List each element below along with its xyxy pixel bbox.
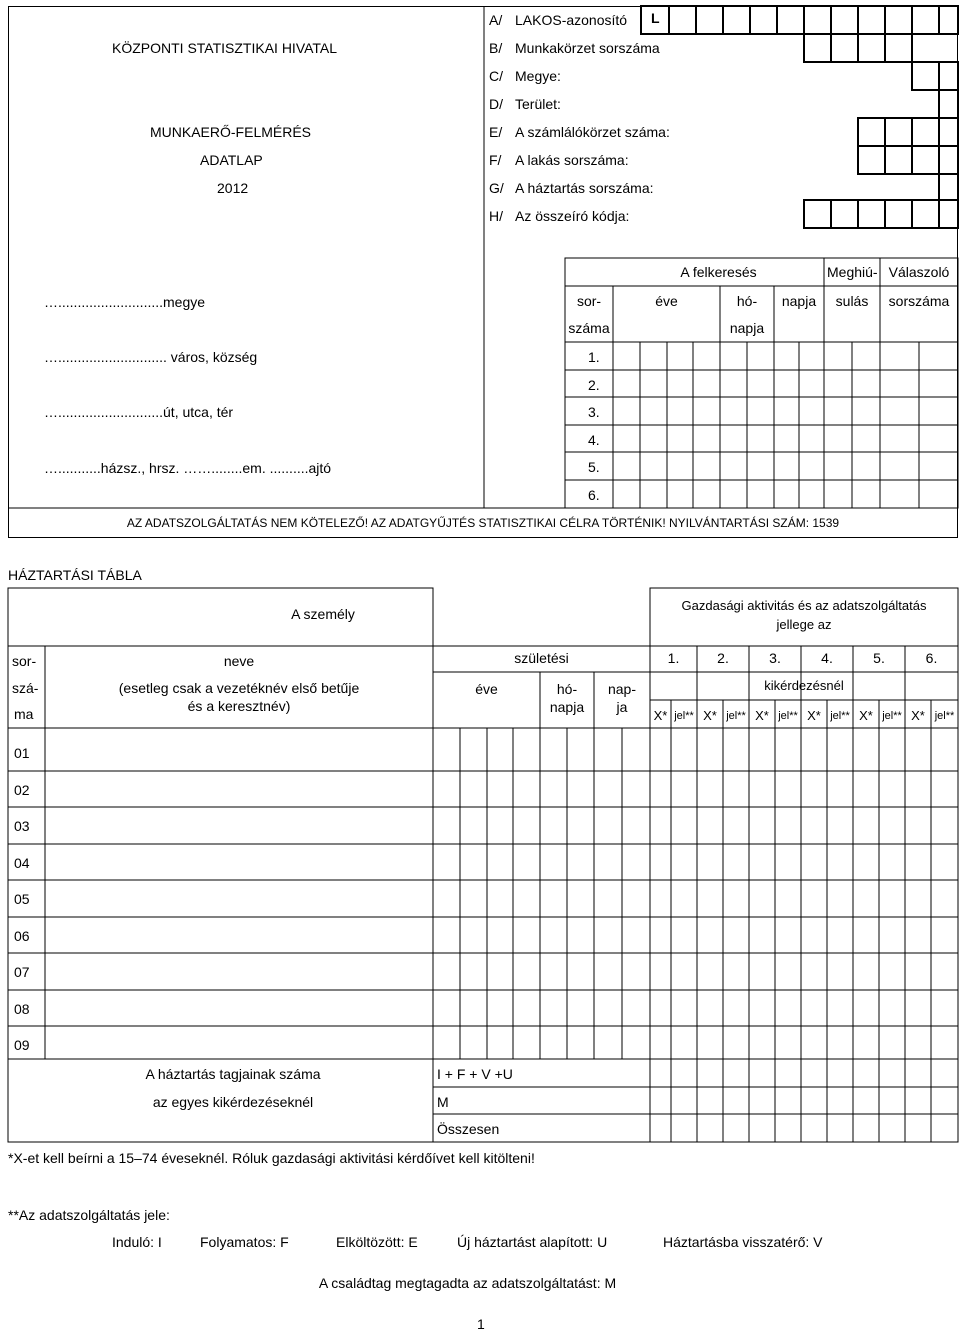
page-number: 1 <box>477 1316 485 1332</box>
sum-row-total: Összesen <box>437 1121 500 1137</box>
id-code-a: A/ <box>489 12 503 28</box>
col-seq-1: sor- <box>12 653 37 669</box>
table-row: 07 <box>14 964 30 980</box>
jel-col-5: jel** <box>882 710 902 722</box>
members-count-label2: az egyes kikérdezéseknél <box>152 1094 314 1110</box>
x-col-3: X* <box>755 708 769 723</box>
table-row: 04 <box>14 855 30 871</box>
legal-notice: AZ ADATSZOLGÁLTATÁS NEM KÖTELEZŐ! AZ ADATGYŰJTÉS STATISZTIKAI CÉLRA TÖRTÉNIK! NYILVÁNTARTÁSI SZÁM: 1539 <box>126 516 840 530</box>
household-title: HÁZTARTÁSI TÁBLA <box>8 567 142 583</box>
table-row: 02 <box>14 782 30 798</box>
x-col-6: X* <box>911 708 925 723</box>
address-county[interactable]: …...........................megye <box>44 294 206 310</box>
visits-year-label: éve <box>655 293 678 309</box>
code-new-household: Új háztartást alapított: U <box>457 1234 608 1250</box>
visit-row-6: 6. <box>588 487 600 503</box>
x-footnote: *X-et kell beírni a 15–74 éveseknél. Róluk gazdasági aktivitási kérdőívet kell kitölteni! <box>8 1150 535 1166</box>
id-label-e: A számlálókörzet száma: <box>515 124 670 140</box>
jel-col-6: jel** <box>934 710 955 722</box>
x-col-1: X* <box>653 708 668 723</box>
id-code-b: B/ <box>489 40 503 56</box>
refused-code: A családtag megtagadta az adatszolgáltatást: M <box>318 1275 617 1291</box>
code-returning: Háztartásba visszatérő: V <box>663 1234 823 1250</box>
jel-col-1: jel** <box>674 710 694 722</box>
visit-row-4: 4. <box>588 432 600 448</box>
col-birth-month-1: hó- <box>556 681 578 697</box>
visits-group-label: A felkeresés <box>680 264 757 280</box>
visits-month-label2: napja <box>729 320 765 336</box>
col-birth-year: éve <box>475 681 498 697</box>
sum-row-m: M <box>437 1094 449 1110</box>
table-row: 09 <box>14 1037 30 1053</box>
col-seq-3: ma <box>14 706 34 722</box>
visit-row-5: 5. <box>588 459 600 475</box>
form-name: ADATLAP <box>200 152 263 168</box>
col-birth: születési <box>514 650 569 666</box>
id-code-h: H/ <box>489 208 503 224</box>
visit-row-2: 2. <box>588 377 600 393</box>
jel-col-4: jel** <box>830 710 850 722</box>
id-label-d: Terület: <box>515 96 561 112</box>
x-col-5: X* <box>859 708 873 723</box>
table-row: 01 <box>14 745 30 761</box>
id-prefix-l: L <box>651 10 660 26</box>
table-row: 05 <box>14 891 30 907</box>
x-col-2: X* <box>703 708 717 723</box>
interview-3: 3. <box>769 650 781 666</box>
table-row: 03 <box>14 818 30 834</box>
visits-failed-label2: sulás <box>835 293 869 309</box>
table-row: 08 <box>14 1001 30 1017</box>
id-label-f: A lakás sorszáma: <box>515 152 629 168</box>
x-col-4: X* <box>807 708 821 723</box>
id-label-h: Az összeíró kódja: <box>515 208 630 224</box>
id-label-a: LAKOS-azonosító <box>515 12 628 28</box>
visits-failed-label: Meghiú- <box>827 264 878 280</box>
id-code-e: E/ <box>489 124 503 140</box>
jel-footnote: **Az adatszolgáltatás jele: <box>8 1207 170 1223</box>
visits-resp-label: Válaszoló <box>888 264 950 280</box>
id-code-c: C/ <box>489 68 503 84</box>
table-row: 06 <box>14 928 30 944</box>
col-birth-day-1: nap- <box>607 681 637 697</box>
id-code-f: F/ <box>489 152 502 168</box>
interview-2: 2. <box>717 650 729 666</box>
econ-header2: jellege az <box>776 617 832 632</box>
sum-row-ifvu: I + F + V +U <box>437 1066 513 1082</box>
visit-row-3: 3. <box>588 404 600 420</box>
org-name: KÖZPONTI STATISZTIKAI HIVATAL <box>112 40 338 56</box>
survey-name: MUNKAERŐ-FELMÉRÉS <box>150 124 312 140</box>
visits-seq-label2: száma <box>568 320 610 336</box>
interview-label: kikérdezésnél <box>764 678 844 693</box>
visits-day-label: napja <box>781 293 817 309</box>
col-seq-2: szá- <box>12 680 39 696</box>
code-starting: Induló: I <box>112 1234 162 1250</box>
interview-1: 1. <box>667 650 680 666</box>
id-label-b: Munkakörzet sorszáma <box>515 40 660 56</box>
col-birth-month-2: napja <box>549 699 585 715</box>
jel-col-3: jel** <box>778 710 798 722</box>
col-birth-day-2: ja <box>616 699 628 715</box>
col-name-2: (esetleg csak a vezetéknév első betűje <box>118 680 360 696</box>
visits-month-label: hó- <box>736 293 758 309</box>
address-city[interactable]: …............................ város, község <box>44 349 258 365</box>
id-code-g: G/ <box>489 180 504 196</box>
code-continuing: Folyamatos: F <box>200 1234 289 1250</box>
id-code-d: D/ <box>489 96 503 112</box>
members-count-label: A háztartás tagjainak száma <box>145 1066 321 1082</box>
interview-6: 6. <box>925 650 938 666</box>
col-name-3: és a keresztnév) <box>187 698 291 714</box>
address-street[interactable]: …...........................út, utca, tér <box>44 404 234 420</box>
code-moved-out: Elköltözött: E <box>336 1234 418 1250</box>
visits-seq-label: sor- <box>576 293 602 309</box>
address-house[interactable]: …...........házsz., hrsz. ……........em. ..........ajtó <box>44 460 332 476</box>
jel-col-2: jel** <box>726 710 746 722</box>
econ-header: Gazdasági aktivitás és az adatszolgáltatás <box>681 598 927 613</box>
id-label-g: A háztartás sorszáma: <box>515 180 654 196</box>
interview-5: 5. <box>873 650 885 666</box>
interview-4: 4. <box>821 650 833 666</box>
id-label-c: Megye: <box>515 68 561 84</box>
person-header: A személy <box>291 606 355 622</box>
col-name-1: neve <box>223 653 255 669</box>
visits-resp-label2: sorszáma <box>888 293 950 309</box>
visit-row-1: 1. <box>588 349 600 365</box>
form-year: 2012 <box>217 180 249 196</box>
